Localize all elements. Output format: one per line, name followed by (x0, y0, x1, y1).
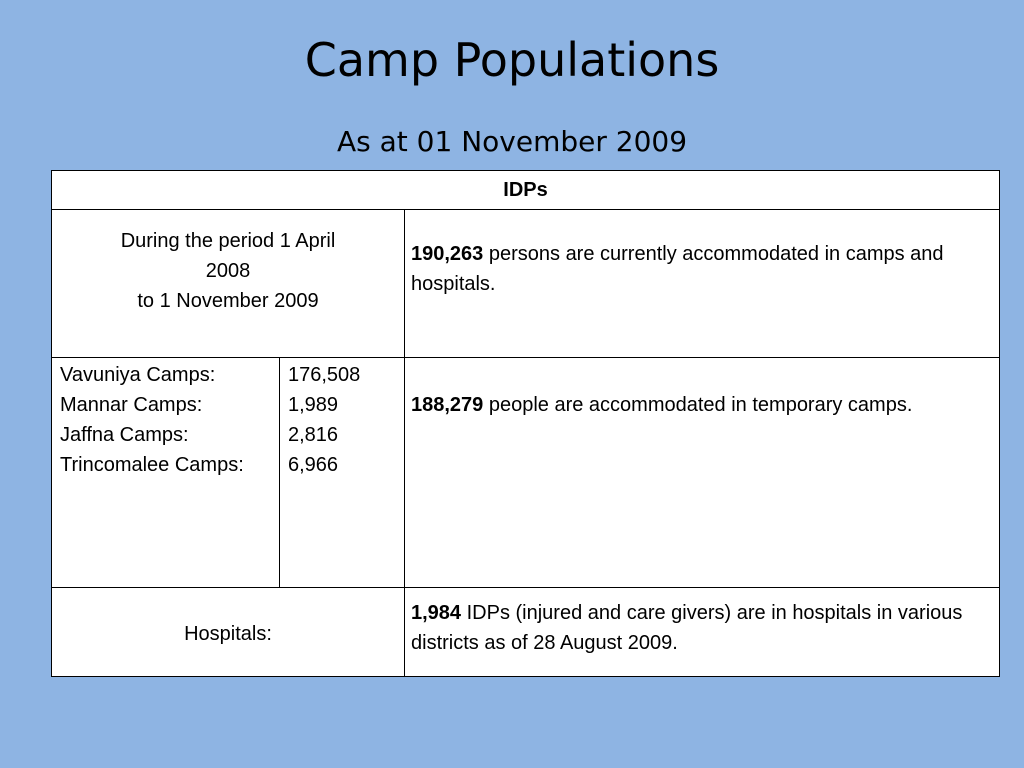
idp-table (51, 170, 1000, 677)
slide-subtitle: As at 01 November 2009 (336, 125, 688, 158)
camp-name: Mannar Camps: (60, 394, 203, 416)
camp-name: Jaffna Camps: (60, 424, 189, 446)
camps-description-cell (405, 358, 1000, 588)
hospitals-label: Hospitals: (52, 588, 405, 677)
camp-value: 6,966 (288, 454, 339, 476)
period-cell (52, 210, 405, 358)
camp-value: 176,508 (288, 364, 361, 386)
camp-value: 2,816 (288, 424, 339, 446)
camp-name: Trincomalee Camps: (60, 454, 244, 476)
hospitals-text: IDPs (injured and care givers) are in hospitals in various districts as of 28 August 2009. (411, 602, 963, 654)
period-line-2: 2008 (205, 260, 251, 282)
period-count: 190,263 (411, 243, 484, 265)
hospitals-count: 1,984 (411, 602, 462, 624)
slide-title: Camp Populations (304, 33, 720, 87)
table-row-camps (52, 358, 1000, 588)
table-row-period (52, 210, 1000, 358)
camps-text: people are accommodated in temporary camps. (483, 394, 913, 416)
camp-name: Vavuniya Camps: (60, 364, 216, 386)
table-header-row (52, 171, 1000, 210)
camp-names-cell (52, 358, 280, 588)
camp-value: 1,989 (288, 394, 339, 416)
table-header: IDPs (52, 171, 1000, 210)
period-text: persons are currently accommodated in camps and hospitals. (411, 243, 944, 295)
camp-values-cell (280, 358, 405, 588)
hospitals-description-cell (405, 588, 1000, 677)
table-row-hospitals (52, 588, 1000, 677)
camps-count: 188,279 (411, 394, 484, 416)
period-line-3: to 1 November 2009 (137, 290, 319, 312)
period-line-1: During the period 1 April (120, 230, 336, 252)
period-description-cell (405, 210, 1000, 358)
